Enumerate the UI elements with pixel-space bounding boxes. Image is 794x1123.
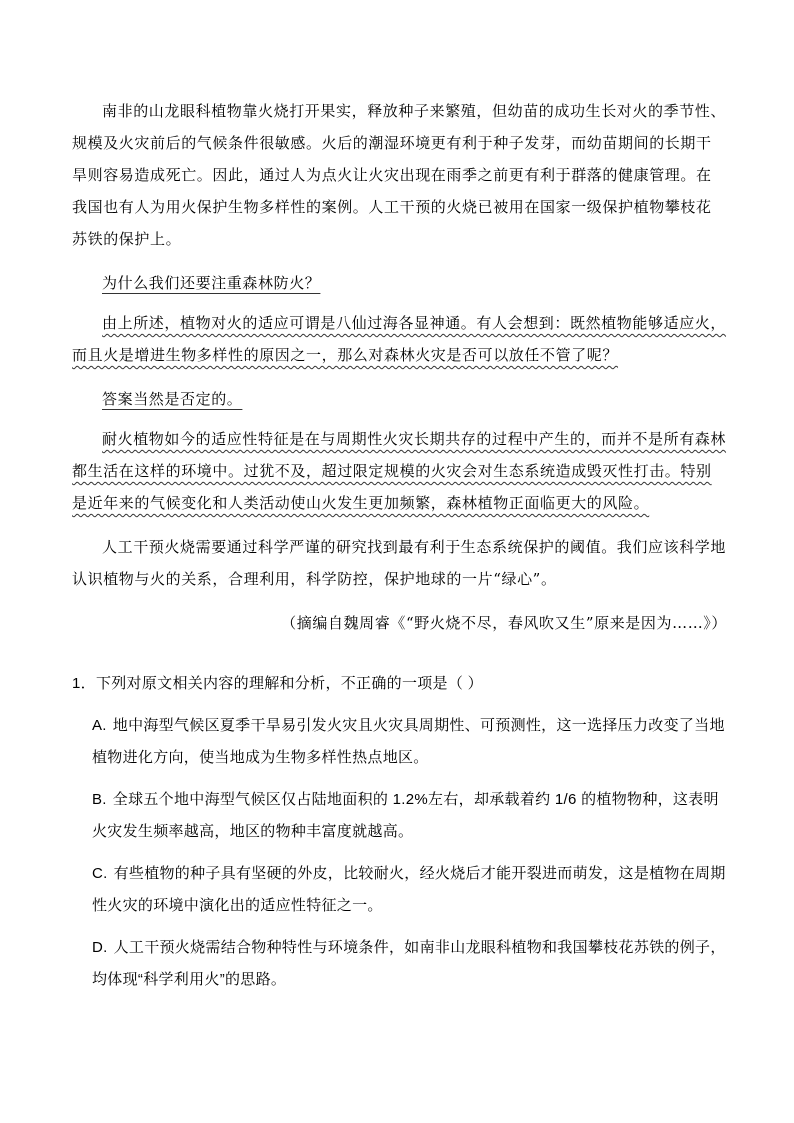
- option-a[interactable]: [72, 710, 732, 774]
- passage-paragraph-5: [72, 423, 727, 519]
- option-text: 人工干预火烧需结合物种特性与环境条件，如南非山龙眼科植物和我国攀枝花苏铁的例子，均体现“科学利用火”的思路。: [92, 939, 726, 988]
- passage-paragraph-1: 南非的山龙眼科植物靠火烧打开果实，释放种子来繁殖，但幼苗的成功生长对火的季节性、规模及火灾前后的气候条件很敏感。火后的潮湿环境更有利于种子发芽，而幼苗期间的长期干旱则容易造成死亡。因此，通过人为点火让火灾出现在雨季之前更有利于群落的健康管理。在我国也有人为用火保护生物多样性的案例。人工干预的火烧已被用在国家一级保护植物攀枝花苏铁的保护上。: [72, 102, 727, 248]
- passage-paragraph-4: [72, 383, 727, 415]
- reading-passage: [72, 95, 727, 639]
- passage-wavy-text-1: 由上所述，植物对火的适应可谓是八仙过海各显神通。有人会想到：既然植物能够适应火，而且火是增进生物多样性的原因之一，那么对森林火灾是否可以放任不管了呢？: [72, 314, 727, 364]
- option-letter: C.: [92, 865, 108, 882]
- option-letter: A.: [92, 717, 107, 734]
- option-text: 有些植物的种子具有坚硬的外皮，比较耐火，经火烧后才能开裂进而萌发，这是植物在周期性火灾的环境中演化出的适应性特征之一。: [92, 865, 726, 914]
- option-d[interactable]: [72, 932, 732, 996]
- option-letter: D.: [92, 939, 108, 956]
- passage-paragraph-6: 人工干预火烧需要通过科学严谨的研究找到最有利于生态系统保护的阈值。我们应该科学地认识植物与火的关系，合理利用，科学防控，保护地球的一片“绿心”。: [72, 538, 727, 588]
- option-text: 全球五个地中海型气候区仅占陆地面积的 1.2%左右，却承载着约 1/6 的植物物种，这表明火灾发生频率越高，地区的物种丰富度就越高。: [92, 791, 719, 840]
- option-text: 地中海型气候区夏季干旱易引发火灾且火灾具周期性、可预测性，这一选择压力改变了当地植物进化方向，使当地成为生物多样性热点地区。: [92, 717, 725, 766]
- passage-source-citation: （摘编自魏周睿《“野火烧不尽，春风吹又生”原来是因为……》）: [281, 614, 727, 632]
- option-c[interactable]: [72, 858, 732, 922]
- passage-paragraph-3: [72, 307, 727, 371]
- passage-wavy-text-2: 耐火植物如今的适应性特征是在与周期性火灾长期共存的过程中产生的，而并不是所有森林都生活在这样的环境中。过犹不及，超过限定规模的火灾会对生态系统造成毁灭性打击。特别是近年来的气候变化和人类活动使山火发生更加频繁，森林植物正面临更大的风险。: [72, 430, 727, 512]
- passage-question-sentence: 为什么我们还要注重森林防火？: [102, 274, 321, 292]
- question-1: [72, 668, 732, 1006]
- option-letter: B.: [92, 791, 107, 808]
- question-stem: 1．下列对原文相关内容的理解和分析，不正确的一项是（ ）: [72, 675, 483, 692]
- option-b[interactable]: [72, 784, 732, 848]
- passage-paragraph-2: [72, 267, 727, 299]
- passage-answer-sentence: 答案当然是否定的。: [102, 390, 243, 408]
